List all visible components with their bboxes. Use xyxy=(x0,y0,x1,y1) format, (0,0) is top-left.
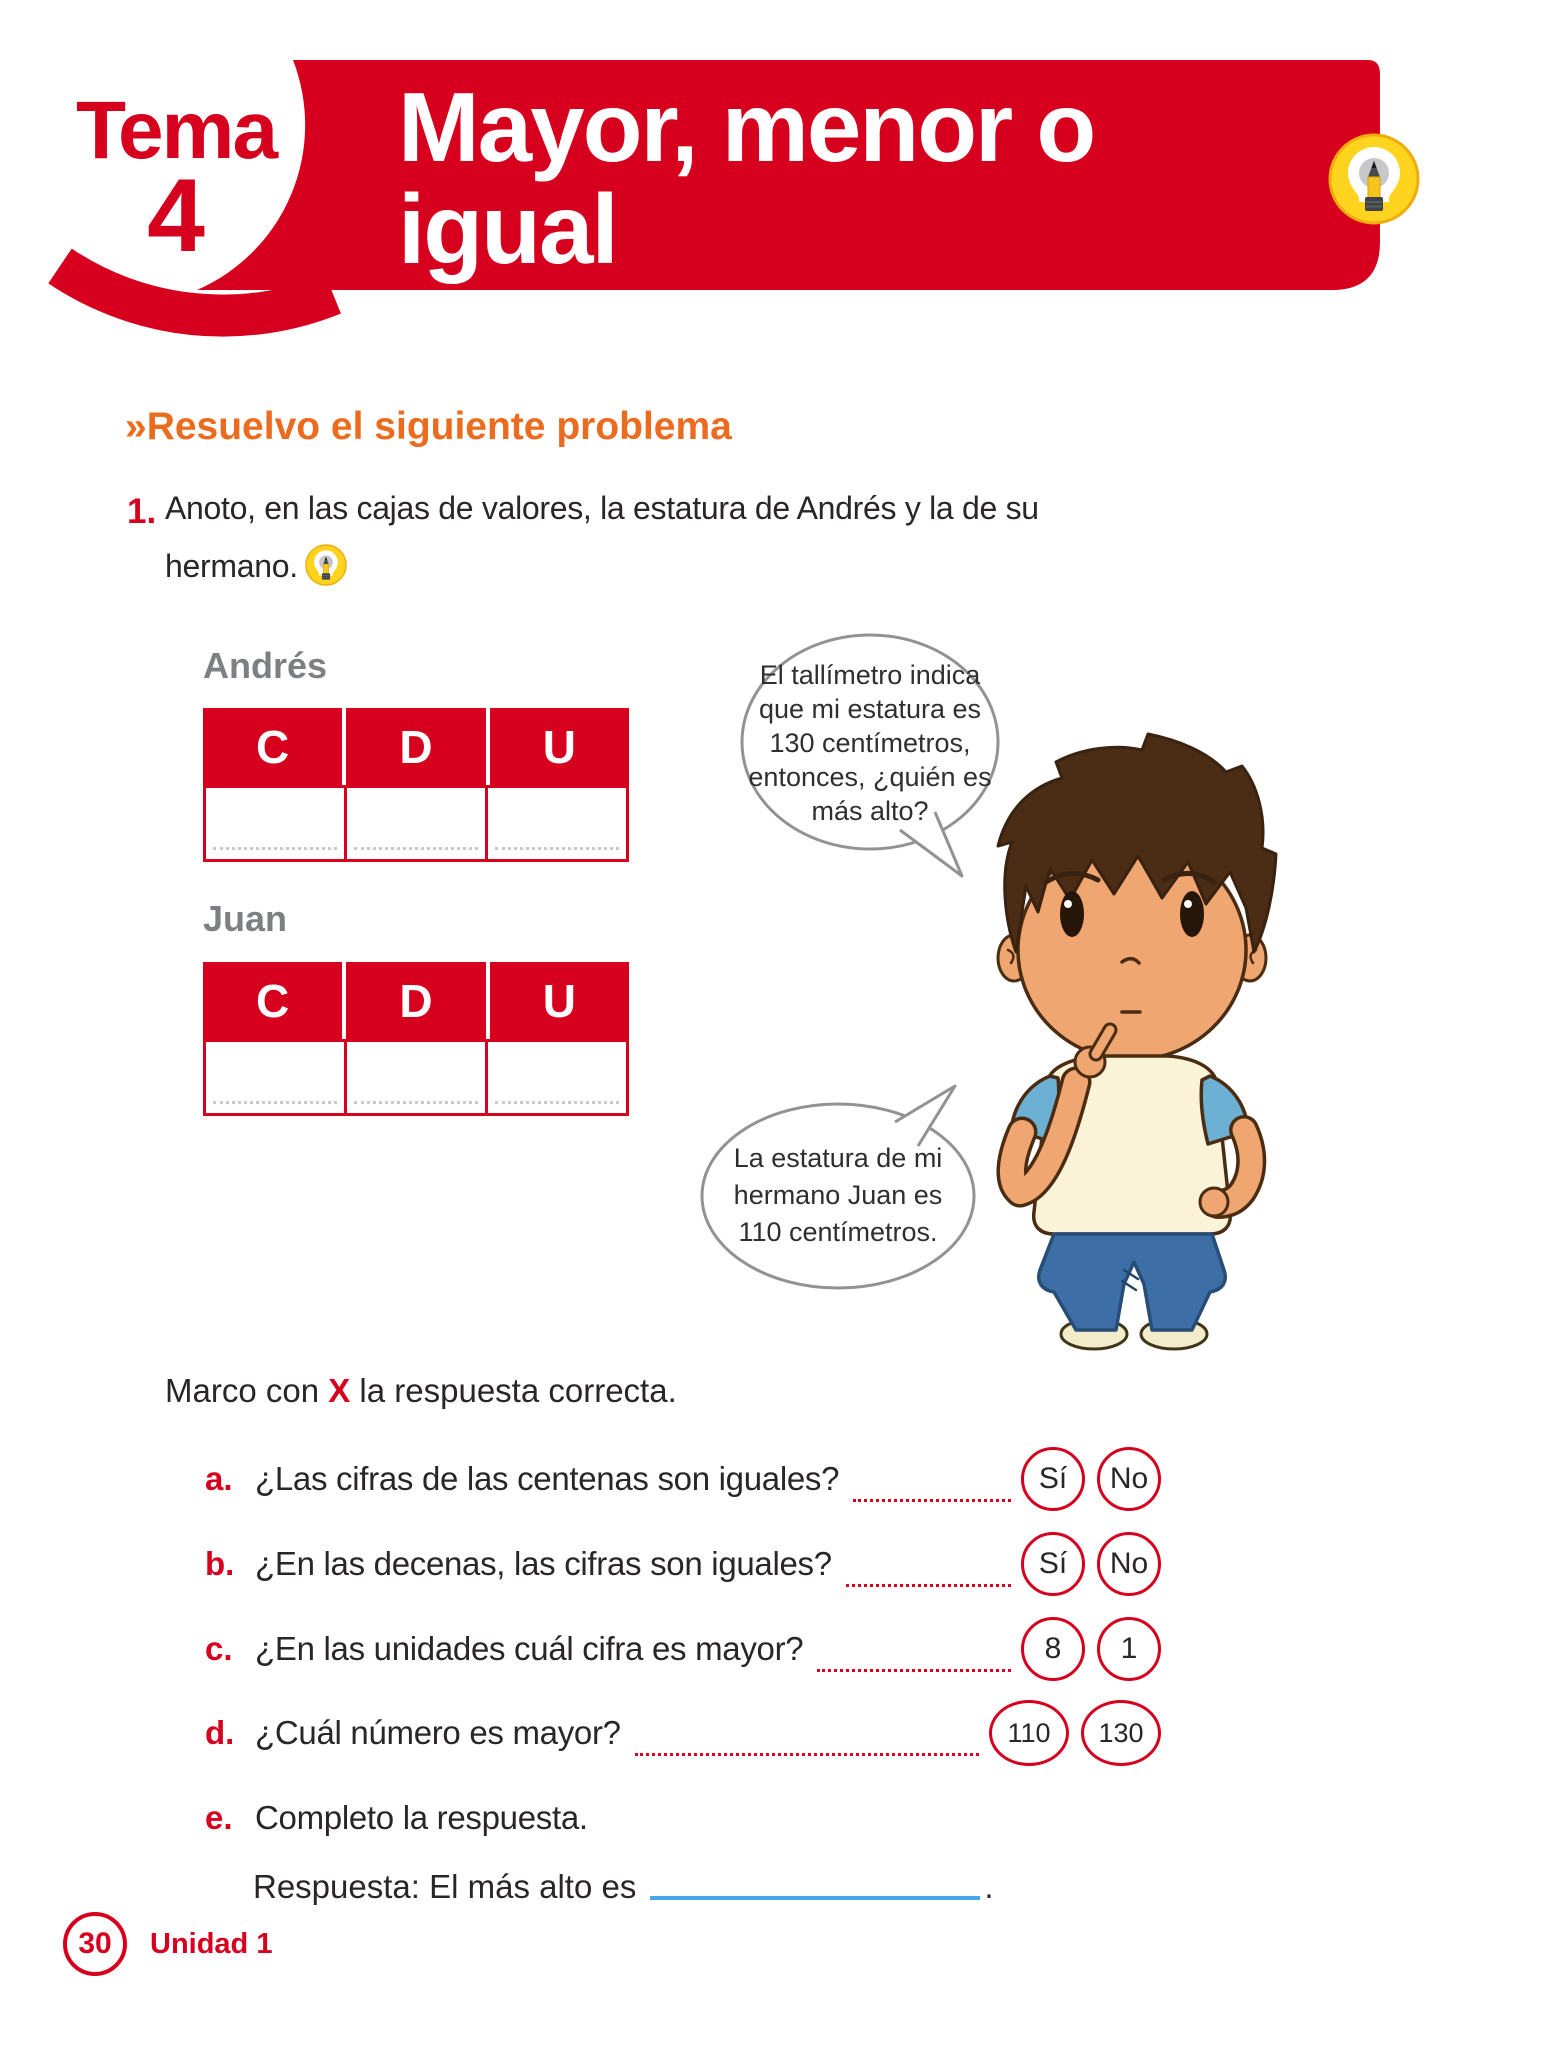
section-heading: »Resuelvo el siguiente problema xyxy=(125,405,732,448)
header-centenas: C xyxy=(256,974,290,1027)
question-row-b xyxy=(205,1529,1161,1599)
question-letter: c. xyxy=(205,1630,233,1667)
mark-instruction xyxy=(165,1372,677,1410)
writing-guide xyxy=(213,1101,337,1104)
question-row-d xyxy=(205,1698,1161,1768)
page-number: 30 xyxy=(78,1927,112,1960)
table-label-juan: Juan xyxy=(203,898,288,939)
option-circle-c-8[interactable]: 8 xyxy=(1021,1617,1085,1681)
option-circle-a-no[interactable]: No xyxy=(1097,1447,1161,1511)
answer-row xyxy=(253,1868,994,1906)
dotted-leader xyxy=(853,1499,1011,1502)
question-text: ¿En las decenas, las cifras son iguales? xyxy=(255,1545,832,1582)
writing-guide xyxy=(213,847,337,850)
instruction-line2: hermano. xyxy=(165,548,298,584)
option-circle-c-1[interactable]: 1 xyxy=(1097,1617,1161,1681)
andres-cell-u[interactable] xyxy=(485,788,626,859)
bubble-line: hermano Juan es xyxy=(733,1180,943,1210)
dotted-leader xyxy=(635,1753,979,1756)
speech-bubble-andres xyxy=(742,658,998,828)
header-decenas: D xyxy=(342,708,485,785)
header-decenas: D xyxy=(342,962,485,1039)
page-title-line1: Mayor, menor o xyxy=(398,72,1095,182)
option-circle-d-130[interactable]: 130 xyxy=(1081,1700,1161,1766)
answer-prefix: Respuesta: El más alto es xyxy=(253,1868,637,1905)
question-row-c xyxy=(205,1614,1161,1684)
dotted-leader xyxy=(817,1669,1011,1672)
place-value-table-andres xyxy=(203,708,629,862)
bubble-line: que mi estatura es xyxy=(758,694,982,724)
question-letter: b. xyxy=(205,1545,235,1582)
place-value-table-juan xyxy=(203,962,629,1116)
andres-cell-d[interactable] xyxy=(344,788,485,859)
writing-guide xyxy=(495,847,619,850)
question-letter: d. xyxy=(205,1714,235,1751)
bubble-line: más alto? xyxy=(811,796,929,826)
option-circle-b-no[interactable]: No xyxy=(1097,1532,1161,1596)
question-letter: e. xyxy=(205,1799,233,1836)
dotted-leader xyxy=(846,1584,1011,1587)
instruction-line1: Anoto, en las cajas de valores, la estatura de Andrés y la de su xyxy=(165,490,1039,526)
page-title-line2: igual xyxy=(398,174,617,284)
mark-instruction-suffix: la respuesta correcta. xyxy=(350,1372,677,1409)
bubble-line: 110 centímetros. xyxy=(738,1217,938,1247)
answer-period: . xyxy=(984,1868,994,1905)
option-circle-b-si[interactable]: Sí xyxy=(1021,1532,1085,1596)
mark-x: X xyxy=(328,1372,351,1409)
tema-label: Tema xyxy=(75,85,277,176)
answer-blank-line[interactable] xyxy=(650,1896,980,1900)
question-row-a xyxy=(205,1444,1161,1514)
page-number-badge xyxy=(63,1912,127,1976)
writing-guide xyxy=(495,1101,619,1104)
bubble-line: entonces, ¿quién es xyxy=(748,762,992,792)
juan-cell-d[interactable] xyxy=(344,1042,485,1113)
table-body-row xyxy=(203,1039,629,1116)
writing-guide xyxy=(354,1101,478,1104)
header-unidades: U xyxy=(486,708,629,785)
question-row-e xyxy=(205,1783,1161,1853)
table-header-row xyxy=(203,708,629,785)
juan-cell-c[interactable] xyxy=(206,1042,344,1113)
lightbulb-pencil-icon xyxy=(305,544,347,586)
andres-cell-c[interactable] xyxy=(206,788,344,859)
speech-bubble-juan xyxy=(706,1140,970,1251)
table-header-row xyxy=(203,962,629,1039)
bubble-line: 130 centímetros, xyxy=(769,728,971,758)
question-text: Completo la respuesta. xyxy=(255,1799,588,1836)
mark-instruction-prefix: Marco con xyxy=(165,1372,329,1409)
lightbulb-pencil-icon xyxy=(1330,135,1418,223)
table-body-row xyxy=(203,785,629,862)
juan-cell-u[interactable] xyxy=(485,1042,626,1113)
header-centenas: C xyxy=(256,720,290,773)
header-unidades: U xyxy=(486,962,629,1039)
option-circle-a-si[interactable]: Sí xyxy=(1021,1447,1085,1511)
bubble-line: La estatura de mi xyxy=(733,1143,943,1173)
question-text: ¿Las cifras de las centenas son iguales? xyxy=(255,1460,840,1497)
table-label-andres: Andrés xyxy=(203,645,328,686)
tema-number: 4 xyxy=(147,158,205,274)
option-circle-d-110[interactable]: 110 xyxy=(989,1700,1069,1766)
item-number: 1. xyxy=(127,492,157,531)
writing-guide xyxy=(354,847,478,850)
bubble-line: El tallímetro indica xyxy=(759,660,981,690)
question-text: ¿En las unidades cuál cifra es mayor? xyxy=(255,1630,804,1667)
question-letter: a. xyxy=(205,1460,233,1497)
unit-label: Unidad 1 xyxy=(150,1928,273,1960)
question-text: ¿Cuál número es mayor? xyxy=(255,1714,621,1751)
